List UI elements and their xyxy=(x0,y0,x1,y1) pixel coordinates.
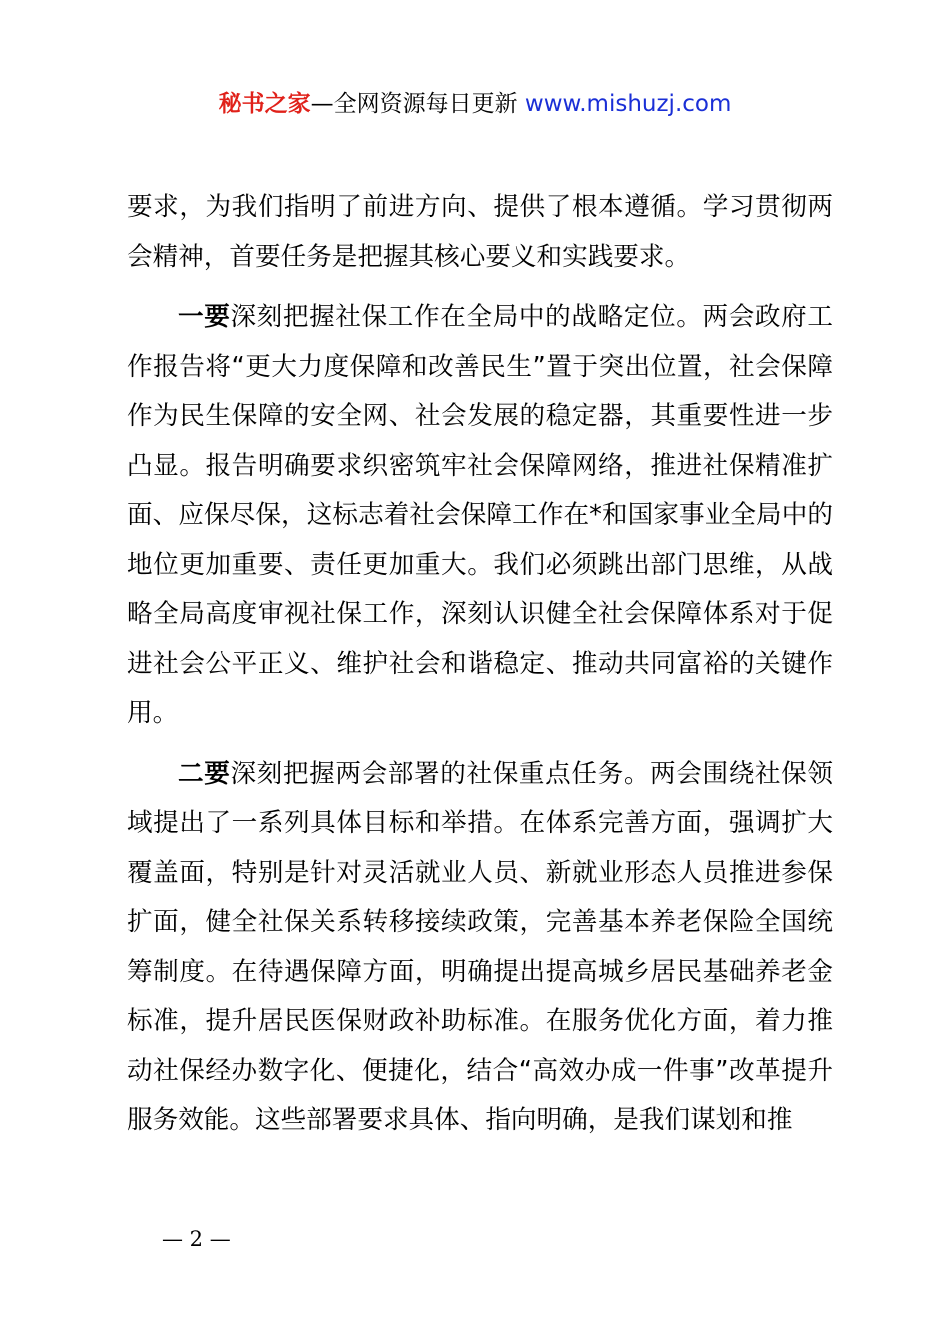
paragraph-one-lead: 一要 xyxy=(178,302,231,332)
paragraph-one xyxy=(127,293,833,739)
brand-name: 秘书之家 xyxy=(218,91,311,117)
page-number: — 2 — xyxy=(162,1227,231,1251)
document-body xyxy=(127,183,833,1146)
banner-url[interactable]: www.mishuzj.com xyxy=(524,91,732,117)
paragraph-one-text: 深刻把握社保工作在全局中的战略定位。两会政府工作报告将“更大力度保障和改善民生”置于突出位置，社会保障作为民生保障的安全网、社会发展的稳定器，其重要性进一步凸显。报告明确要求织密筑牢社会保障网络，推进社保精准扩面、应保尽保，这标志着社会保障工作在*和国家事业全局中的地位更加重要、责任更加重大。我们必须跳出部门思维，从战略全局高度审视社保工作，深刻认识健全社会保障体系对于促进社会公平正义、维护社会和谐稳定、推动共同富裕的关键作用。 xyxy=(127,302,833,728)
site-banner xyxy=(0,86,950,122)
paragraph-two-lead: 二要 xyxy=(178,758,231,789)
banner-tagline: —全网资源每日更新 xyxy=(310,91,525,117)
paragraph-two-text: 深刻把握两会部署的社保重点任务。两会围绕社保领域提出了一系列具体目标和举措。在体系完善方面，强调扩大覆盖面，特别是针对灵活就业人员、新就业形态人员推进参保扩面，健全社保关系转移接续政策，完善基本养老保险全国统筹制度。在待遇保障方面，明确提出提高城乡居民基础养老金标准，提升居民医保财政补助标准。在服务优化方面，着力推动社保经办数字化、便捷化，结合“高效办成一件事”改革提升服务效能。这些部署要求具体、指向明确，是我们谋划和推 xyxy=(127,758,833,1135)
paragraph-two xyxy=(127,750,833,1146)
paragraph-continuation: 要求，为我们指明了前进方向、提供了根本遵循。学习贯彻两会精神，首要任务是把握其核心要义和实践要求。 xyxy=(127,192,833,272)
